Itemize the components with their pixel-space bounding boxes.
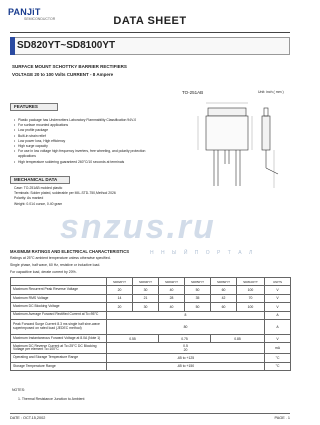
unit-cell: A (265, 311, 291, 319)
column-header: UNITS (265, 278, 291, 286)
value-cell: 8 (107, 311, 265, 319)
list-item: • High temperature soldering guaranteed 260°C/10 seconds at terminals (14, 160, 164, 165)
value-cell: 0.85 (211, 334, 265, 342)
list-item: • For surface mounted applications (14, 123, 164, 128)
value-cell: 40 (159, 286, 185, 294)
table-row (11, 319, 291, 334)
param-cell: Storage Temperature Range (11, 362, 107, 370)
column-header: SD840YT (159, 278, 185, 286)
mechanical-heading: MECHANICAL DATA (14, 177, 58, 182)
value-cell: 80 (107, 319, 265, 334)
part-title-accent (10, 37, 15, 55)
ratings-note: For capacitive load, derate current by 20%. (10, 270, 77, 274)
list-item: • For use in low voltage high frequency inverters, free wheeling, and polarity protection applications (14, 149, 164, 159)
column-header: SD830YT (133, 278, 159, 286)
table-row (11, 286, 291, 294)
table-row (11, 343, 291, 354)
table-row (11, 303, 291, 311)
column-header: SD8100YT (237, 278, 265, 286)
value-cell (107, 343, 265, 354)
unit-cell: A (265, 319, 291, 334)
value-cell: 0.75 (159, 334, 211, 342)
column-header: SD820YT (107, 278, 133, 286)
value-cell: 50 (185, 286, 211, 294)
package-outline-drawing (178, 98, 290, 208)
value-cell: 0.55 (107, 334, 159, 342)
value-cell: -65 to +150 (107, 362, 265, 370)
table-row (11, 334, 291, 342)
subtitle-ratings: VOLTAGE 20 to 100 Volts CURRENT - 8 Ampere (12, 72, 114, 77)
unit-cell: V (265, 294, 291, 302)
notes-heading: NOTES: (12, 388, 26, 392)
unit-cell: V (265, 286, 291, 294)
value-cell: 60 (211, 303, 237, 311)
value-cell: 21 (133, 294, 159, 302)
param-cell: Operating and Storage Temperature Range (11, 354, 107, 362)
subtitle-product: SURFACE MOUNT SCHOTTKY BARRIER RECTIFIERS (12, 64, 127, 69)
ratings-note: Single phase, half wave, 60 Hz, resistive or inductive load. (10, 263, 101, 267)
unit-cell: V (265, 303, 291, 311)
brand-pan: PAN (8, 7, 27, 17)
brand-jit: JiT (26, 7, 41, 17)
column-header: SD860YT (211, 278, 237, 286)
value-line: 0.5 (183, 344, 188, 349)
value-cell: 20 (107, 286, 133, 294)
value-cell: 50 (185, 303, 211, 311)
unit-label: Unit: inch ( mm ) (258, 90, 284, 94)
value-cell: 70 (237, 294, 265, 302)
list-item: Terminals: Solder plated, solderable per MIL-STD-750,Method 2026 (14, 191, 116, 196)
package-label: TO-251AB (182, 90, 204, 95)
param-cell: Maximum DC Reverse Current at Tc=25°C DC Blocking Voltage per element Tc=100°C (11, 343, 107, 354)
doc-title: DATA SHEET (113, 15, 187, 27)
param-cell: Maximum Instantaneous Forward Voltage at 8.0A (Note 1) (11, 334, 107, 342)
features-list (14, 118, 164, 165)
ratings-heading: MAXIMUM RATINGS AND ELECTRICAL CHARACTERISTICS (10, 249, 130, 254)
list-item: Weight: 0.014 ounce, 0.40 gram (14, 201, 63, 206)
unit-cell: °C (265, 354, 291, 362)
param-cell: Peak Forward Surge Current 8.3 ms single half sine-wave superimposed on rated load (JEDEC method) (11, 319, 107, 334)
param-cell: Maximum Average Forward Rectified Current at Tc=95°C (11, 311, 107, 319)
list-item: Polarity: As marked (14, 196, 44, 201)
watermark: snzus.ru (60, 208, 216, 246)
value-line: 20 (183, 348, 188, 353)
part-range: SD820YT~SD8100YT (17, 40, 116, 51)
list-item: • Low profile package (14, 128, 164, 133)
mechanical-list (14, 186, 164, 207)
list-item: Case: TO-251AB molded plastic (14, 186, 63, 190)
list-item: • Plastic package has Underwriters Laboratory Flammability Classification 94V-0 (14, 118, 164, 123)
value-cell: -65 to +125 (107, 354, 265, 362)
note-1: 1. Thermal Resistance Junction to Ambient (18, 397, 85, 401)
watermark-subtext: Н Н Ы Й П О Р Т А Л (150, 250, 256, 256)
param-cell: Maximum Recurrent Peak Reverse Voltage (11, 286, 107, 294)
value-cell: 30 (133, 286, 159, 294)
column-header: SD850YT (185, 278, 211, 286)
table-row (11, 294, 291, 302)
unit-cell: V (265, 334, 291, 342)
list-item: • Built-in strain relief (14, 134, 164, 139)
value-cell: 40 (159, 303, 185, 311)
brand-sub: SEMICONDUCTOR (24, 17, 56, 21)
table-row (11, 311, 291, 319)
footer-date: DATE : OCT.15,2002 (10, 416, 46, 420)
value-cell: 100 (237, 286, 265, 294)
features-heading: FEATURES (14, 104, 38, 109)
footer-page: PAGE . 1 (274, 416, 290, 420)
param-cell: Maximum DC Blocking Voltage (11, 303, 107, 311)
value-cell: 42 (211, 294, 237, 302)
value-cell: 28 (159, 294, 185, 302)
value-cell: 100 (237, 303, 265, 311)
footer-rule (10, 413, 290, 414)
ratings-note: Ratings at 25°C ambient temperature unless otherwise specified. (10, 256, 111, 260)
title-rule (10, 32, 290, 33)
value-cell: 60 (211, 286, 237, 294)
param-cell: Maximum RMS Voltage (11, 294, 107, 302)
ratings-table (10, 277, 291, 371)
value-cell: 20 (107, 303, 133, 311)
column-header (11, 278, 107, 286)
value-cell: 35 (185, 294, 211, 302)
value-cell: 14 (107, 294, 133, 302)
unit-cell: mA (265, 343, 291, 354)
list-item: • High surge capacity (14, 144, 164, 149)
value-cell: 30 (133, 303, 159, 311)
list-item: • Low power loss, High efficiency (14, 139, 164, 144)
table-header-row (11, 278, 291, 286)
table-row (11, 354, 291, 362)
unit-cell: °C (265, 362, 291, 370)
table-row (11, 362, 291, 370)
